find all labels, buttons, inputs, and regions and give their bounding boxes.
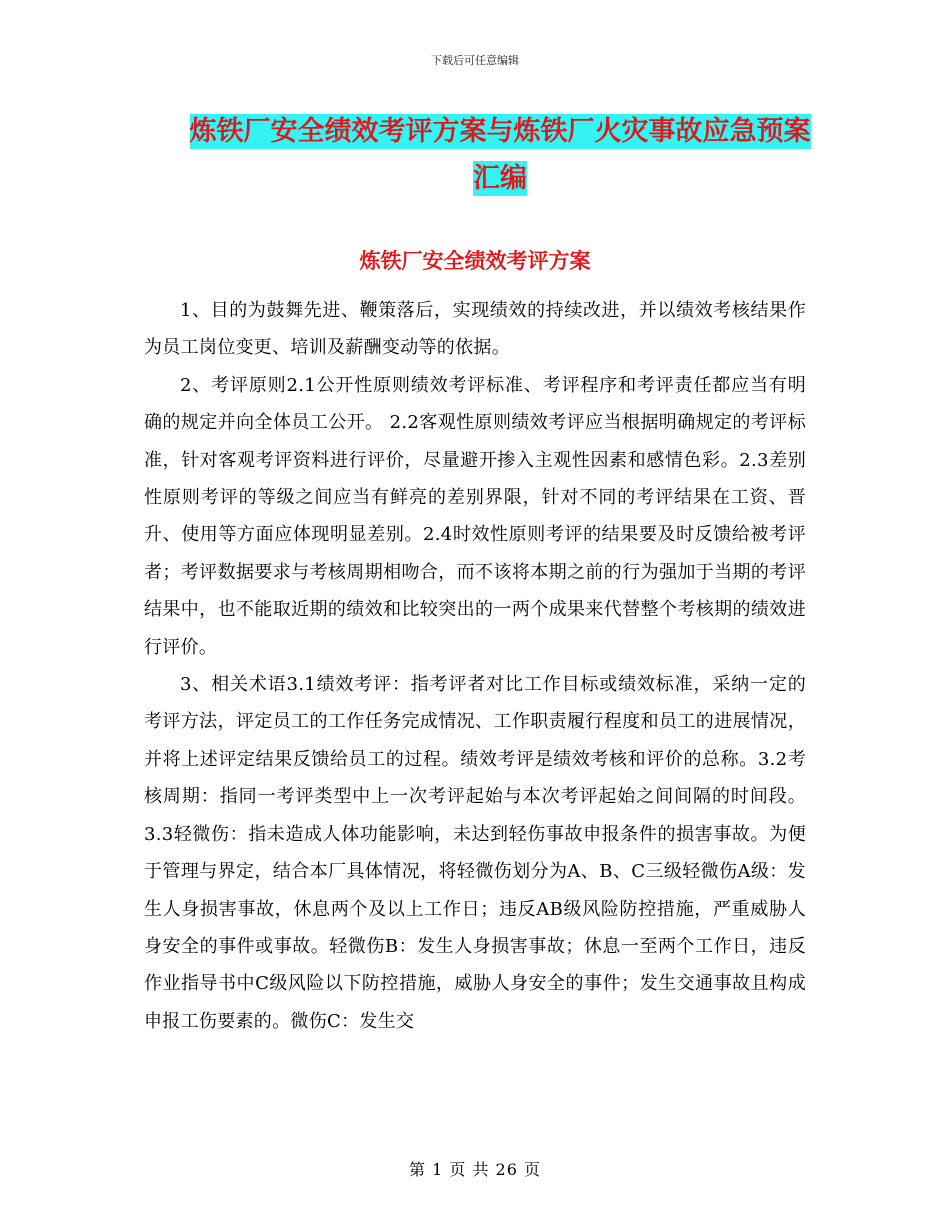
document-title-line1: 炼铁厂安全绩效考评方案与炼铁厂火灾事故应急预案: [189, 116, 811, 147]
paragraph-terms: 3、相关术语3.1绩效考评：指考评者对比工作目标或绩效标准，采纳一定的考评方法，评定员工的工作任务完成情况、工作职责履行程度和员工的进展情况，并将上述评定结果反馈给员工的过程。绩效考评是绩效考核和评价的总称。3.2考核周期：指同一考评类型中上一次考评起始与本次考评起始之间间隔的时间段。3.3轻微伤：指未造成人体功能影响，未达到轻伤事故申报条件的损害事故。为便于管理与界定，结合本厂具体情况，将轻微伤划分为A、B、C三级轻微伤A级：发生人身损害事故，休息两个及以上工作日；违反AB级风险防控措施，严重威胁人身安全的事件或事故。轻微伤B：发生人身损害事故；休息一至两个工作日，违反作业指导书中C级风险以下防控措施，威胁人身安全的事件；发生交通事故且构成申报工伤要素的。微伤C：发生交: [144, 674, 806, 1032]
document-title: [120, 108, 880, 202]
paragraph-purpose: 1、目的为鼓舞先进、鞭策落后，实现绩效的持续改进，并以绩效考核结果作为员工岗位变更、培训及薪酬变动等的依据。: [144, 300, 806, 359]
section-heading: 炼铁厂安全绩效考评方案: [359, 249, 591, 273]
page-header-note: 下载后可任意编辑: [431, 54, 519, 67]
document-body: [144, 292, 806, 1040]
document-title-line2: 汇编: [473, 163, 527, 194]
page-number: 第 1 页 共 26 页: [409, 1160, 541, 1179]
paragraph-principles: 2、考评原则2.1公开性原则绩效考评标准、考评程序和考评责任都应当有明确的规定并向全体员工公开。 2.2客观性原则绩效考评应当根据明确规定的考评标准，针对客观考评资料进行评价，尽量避开掺入主观性因素和感情色彩。2.3差别性原则考评的等级之间应当有鲜亮的差别界限，针对不同的考评结果在工资、晋升、使用等方面应体现明显差别。2.4时效性原则考评的结果要及时反馈给被考评者；考评数据要求与考核周期相吻合，而不该将本期之前的行为强加于当期的考评结果中，也不能取近期的绩效和比较突出的一两个成果来代替整个考核期的绩效进行评价。: [144, 374, 806, 658]
